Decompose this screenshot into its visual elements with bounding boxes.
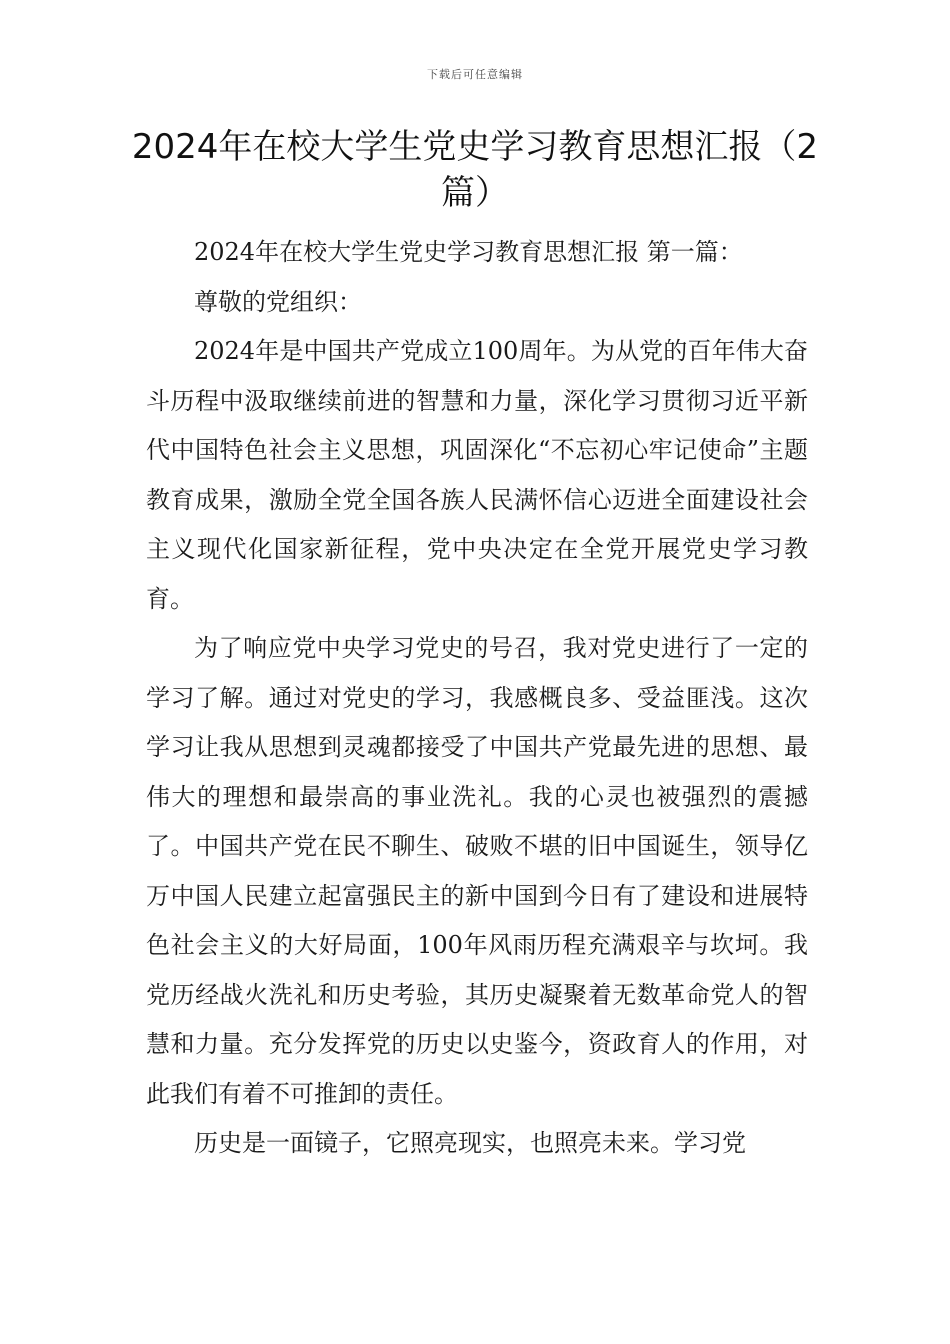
paragraph: 为了响应党中央学习党史的号召，我对党史进行了一定的学习了解。通过对党史的学习，我感概良多、受益匪浅。这次学习让我从思想到灵魂都接受了中国共产党最先进的思想、最伟大的理想和最崇高的事业洗礼。我的心灵也被强烈的震撼了。中国共产党在民不聊生、破败不堪的旧中国诞生，领导亿万中国人民建立起富强民主的新中国到今日有了建设和进展特色社会主义的大好局面，100年风雨历程充满艰辛与坎坷。我党历经战火洗礼和历史考验，其历史凝聚着无数革命党人的智慧和力量。充分发挥党的历史以史鉴今，资政育人的作用，对此我们有着不可推卸的责任。 <box>146 634 808 1108</box>
document-body <box>146 228 808 1169</box>
salutation: 尊敬的党组织： <box>194 287 362 316</box>
paragraph: 历史是一面镜子，它照亮现实，也照亮未来。学习党 <box>194 1129 746 1157</box>
document-title: 2024年在校大学生党史学习教育思想汇报（2篇） <box>131 127 819 213</box>
paragraph: 2024年是中国共产党成立100周年。为从党的百年伟大奋斗历程中汲取继续前进的智慧和力量，深化学习贯彻习近平新代中国特色社会主义思想，巩固深化“不忘初心牢记使命”主题教育成果，激励全党全国各族人民满怀信心迈进全面建设社会主义现代化国家新征程，党中央决定在全党开展党史学习教育。 <box>146 337 808 613</box>
section-subtitle: 2024年在校大学生党史学习教育思想汇报 第一篇： <box>194 238 743 266</box>
header-note: 下载后可任意编辑 <box>427 68 523 81</box>
